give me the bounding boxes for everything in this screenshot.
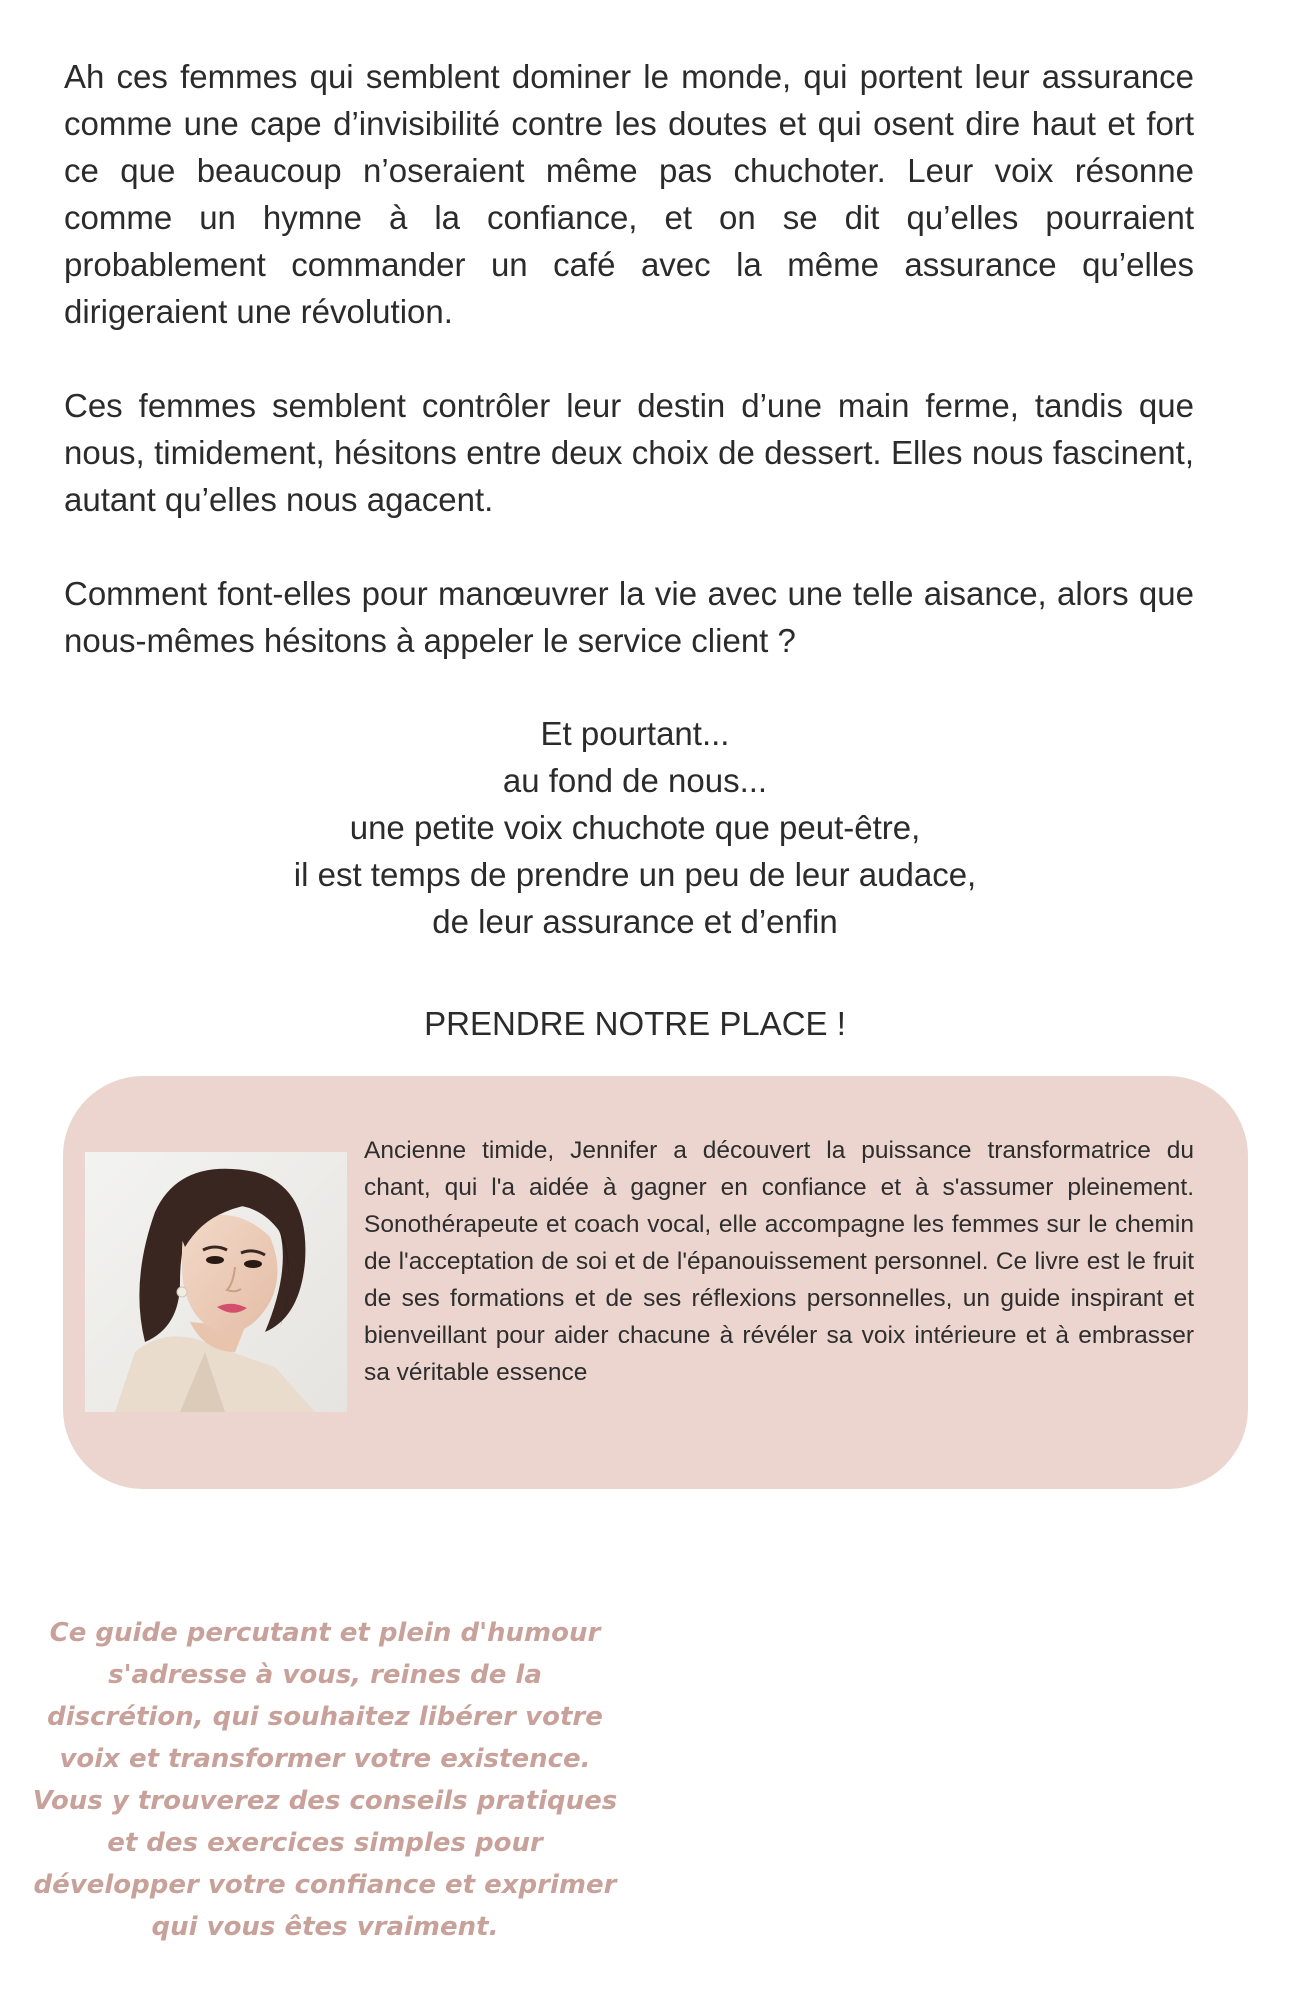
- intro-paragraph-3: Comment font-elles pour manœuvrer la vie avec une telle aisance, alors que nous-mêmes hésitons à appeler le service client ?: [64, 575, 1194, 659]
- call-to-action-heading: PRENDRE NOTRE PLACE !: [424, 1005, 846, 1042]
- author-portrait: [85, 1152, 347, 1412]
- poem-line: Et pourtant...: [540, 715, 730, 752]
- poem-line: une petite voix chuchote que peut-être,: [349, 809, 921, 846]
- poem-line: au fond de nous...: [502, 762, 768, 799]
- book-tagline: Ce guide percutant et plein d'humour s'adresse à vous, reines de la discrétion, qui souhaitez libérer votre voix et transformer votre existence. Vous y trouverez des conseils pratiques et des exercices simples pour développer votre confiance et exprimer qui vous êtes vraiment.: [32, 1618, 618, 1942]
- author-portrait-image: [85, 1152, 347, 1412]
- poem-line: de leur assurance et d’enfin: [432, 903, 838, 940]
- intro-paragraph-2: Ces femmes semblent contrôler leur destin d’une main ferme, tandis que nous, timidement, hésitons entre deux choix de dessert. Elles nous fascinent, autant qu’elles nous agacent.: [64, 387, 1194, 518]
- author-bio-card: [63, 1076, 1248, 1489]
- author-bio-text: Ancienne timide, Jennifer a découvert la puissance transformatrice du chant, qui l'a aidée à gagner en confiance et à s'assumer pleinement. Sonothérapeute et coach vocal, elle accompagne les femmes sur le chemin de l'acceptation de soi et de l'épanouissement personnel. Ce livre est le fruit de ses formations et de ses réflexions personnelles, un guide inspirant et bienveillant pour aider chacune à révéler sa voix intérieure et à embrasser sa véritable essence: [364, 1137, 1194, 1386]
- poem-block: [0, 710, 1270, 945]
- poem-line: il est temps de prendre un peu de leur audace,: [293, 856, 977, 893]
- intro-paragraph-1: Ah ces femmes qui semblent dominer le monde, qui portent leur assurance comme une cape d’invisibilité contre les doutes et qui osent dire haut et fort ce que beaucoup n’oseraient même pas chuchoter. Leur voix résonne comme un hymne à la confiance, et on se dit qu’elles pourraient probablement commander un café avec la même assurance qu’elles dirigeraient une révolution.: [64, 58, 1194, 330]
